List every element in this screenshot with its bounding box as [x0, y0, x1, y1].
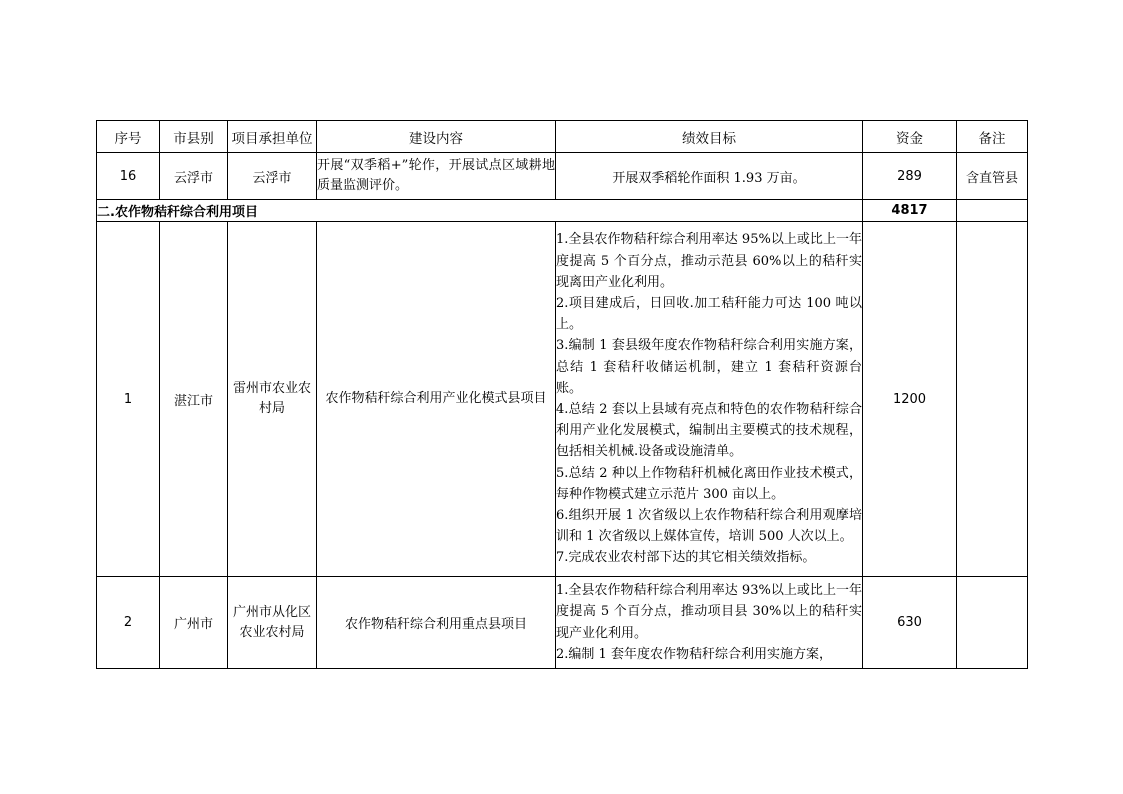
row16-goal: 开展双季稻轮作面积 1.93 万亩。 — [556, 153, 863, 200]
header-row — [97, 121, 1028, 153]
row1-index: 1 — [97, 222, 160, 577]
row2-fund: 630 — [863, 577, 957, 669]
row1-goal-item: 6.组织开展 1 次省级以上农作物秸秆综合利用观摩培训和 1 次省级以上媒体宣传，培训 500 人次以上。 — [556, 508, 862, 545]
section-title: 二.农作物秸秆综合利用项目 — [97, 200, 863, 222]
row2-index: 2 — [97, 577, 160, 669]
row1-goal-item: 5.总结 2 种以上作物秸秆机械化离田作业技术模式，每种作物模式建立示范片 300 亩以上。 — [556, 465, 862, 502]
row16-note: 含直管县 — [957, 153, 1028, 200]
row1-goals — [556, 222, 863, 577]
row2-city: 广州市 — [160, 577, 228, 669]
row1-unit: 雷州市农业农村局 — [228, 222, 317, 577]
row1-fund: 1200 — [863, 222, 957, 577]
table-row — [97, 577, 1028, 669]
funding-table — [96, 120, 1028, 669]
row16-unit: 云浮市 — [228, 153, 317, 200]
table-row — [97, 222, 1028, 577]
row2-goal-item: 2.编制 1 套年度农作物秸秆综合利用实施方案， — [556, 646, 832, 662]
header-content: 建设内容 — [317, 121, 556, 153]
header-fund: 资金 — [863, 121, 957, 153]
row16-index: 16 — [97, 153, 160, 200]
table-row — [97, 153, 1028, 200]
section-row — [97, 200, 1028, 222]
row1-goal-item: 2.项目建成后，日回收.加工秸秆能力可达 100 吨以上。 — [556, 295, 862, 333]
header-note: 备注 — [957, 121, 1028, 153]
row2-note — [957, 577, 1028, 669]
section-fund: 4817 — [863, 200, 957, 222]
row1-note — [957, 222, 1028, 577]
row2-goals — [556, 577, 863, 669]
row2-content: 农作物秸秆综合利用重点县项目 — [317, 577, 556, 669]
header-city: 市县别 — [160, 121, 228, 153]
row16-content: 开展“双季稻+”轮作，开展试点区域耕地质量监测评价。 — [317, 153, 556, 200]
row1-content: 农作物秸秆综合利用产业化模式县项目 — [317, 222, 556, 577]
row16-fund: 289 — [863, 153, 957, 200]
row2-goal-item: 1.全县农作物秸秆综合利用率达 93%以上或比上一年度提高 5 个百分点，推动项目县 30%以上的秸秆实现产业化利用。 — [556, 583, 862, 641]
header-goal: 绩效目标 — [556, 121, 863, 153]
row1-goal-item: 3.编制 1 套县级年度农作物秸秆综合利用实施方案，总结 1 套秸秆收储运机制，建立 1 套秸秆资源台账。 — [556, 338, 862, 396]
header-unit: 项目承担单位 — [228, 121, 317, 153]
row1-city: 湛江市 — [160, 222, 228, 577]
section-note — [957, 200, 1028, 222]
row1-goal-item: 4.总结 2 套以上县域有亮点和特色的农作物秸秆综合利用产业化发展模式，编制出主要模式的技术规程，包括相关机械.设备或设施清单。 — [556, 402, 862, 460]
row1-goal-item: 7.完成农业农村部下达的其它相关绩效指标。 — [556, 550, 816, 566]
row1-goal-item: 1.全县农作物秸秆综合利用率达 95%以上或比上一年度提高 5 个百分点，推动示范县 60%以上的秸秆实现离田产业化利用。 — [556, 232, 862, 290]
header-index: 序号 — [97, 121, 160, 153]
row2-unit: 广州市从化区农业农村局 — [228, 577, 317, 669]
row16-city: 云浮市 — [160, 153, 228, 200]
